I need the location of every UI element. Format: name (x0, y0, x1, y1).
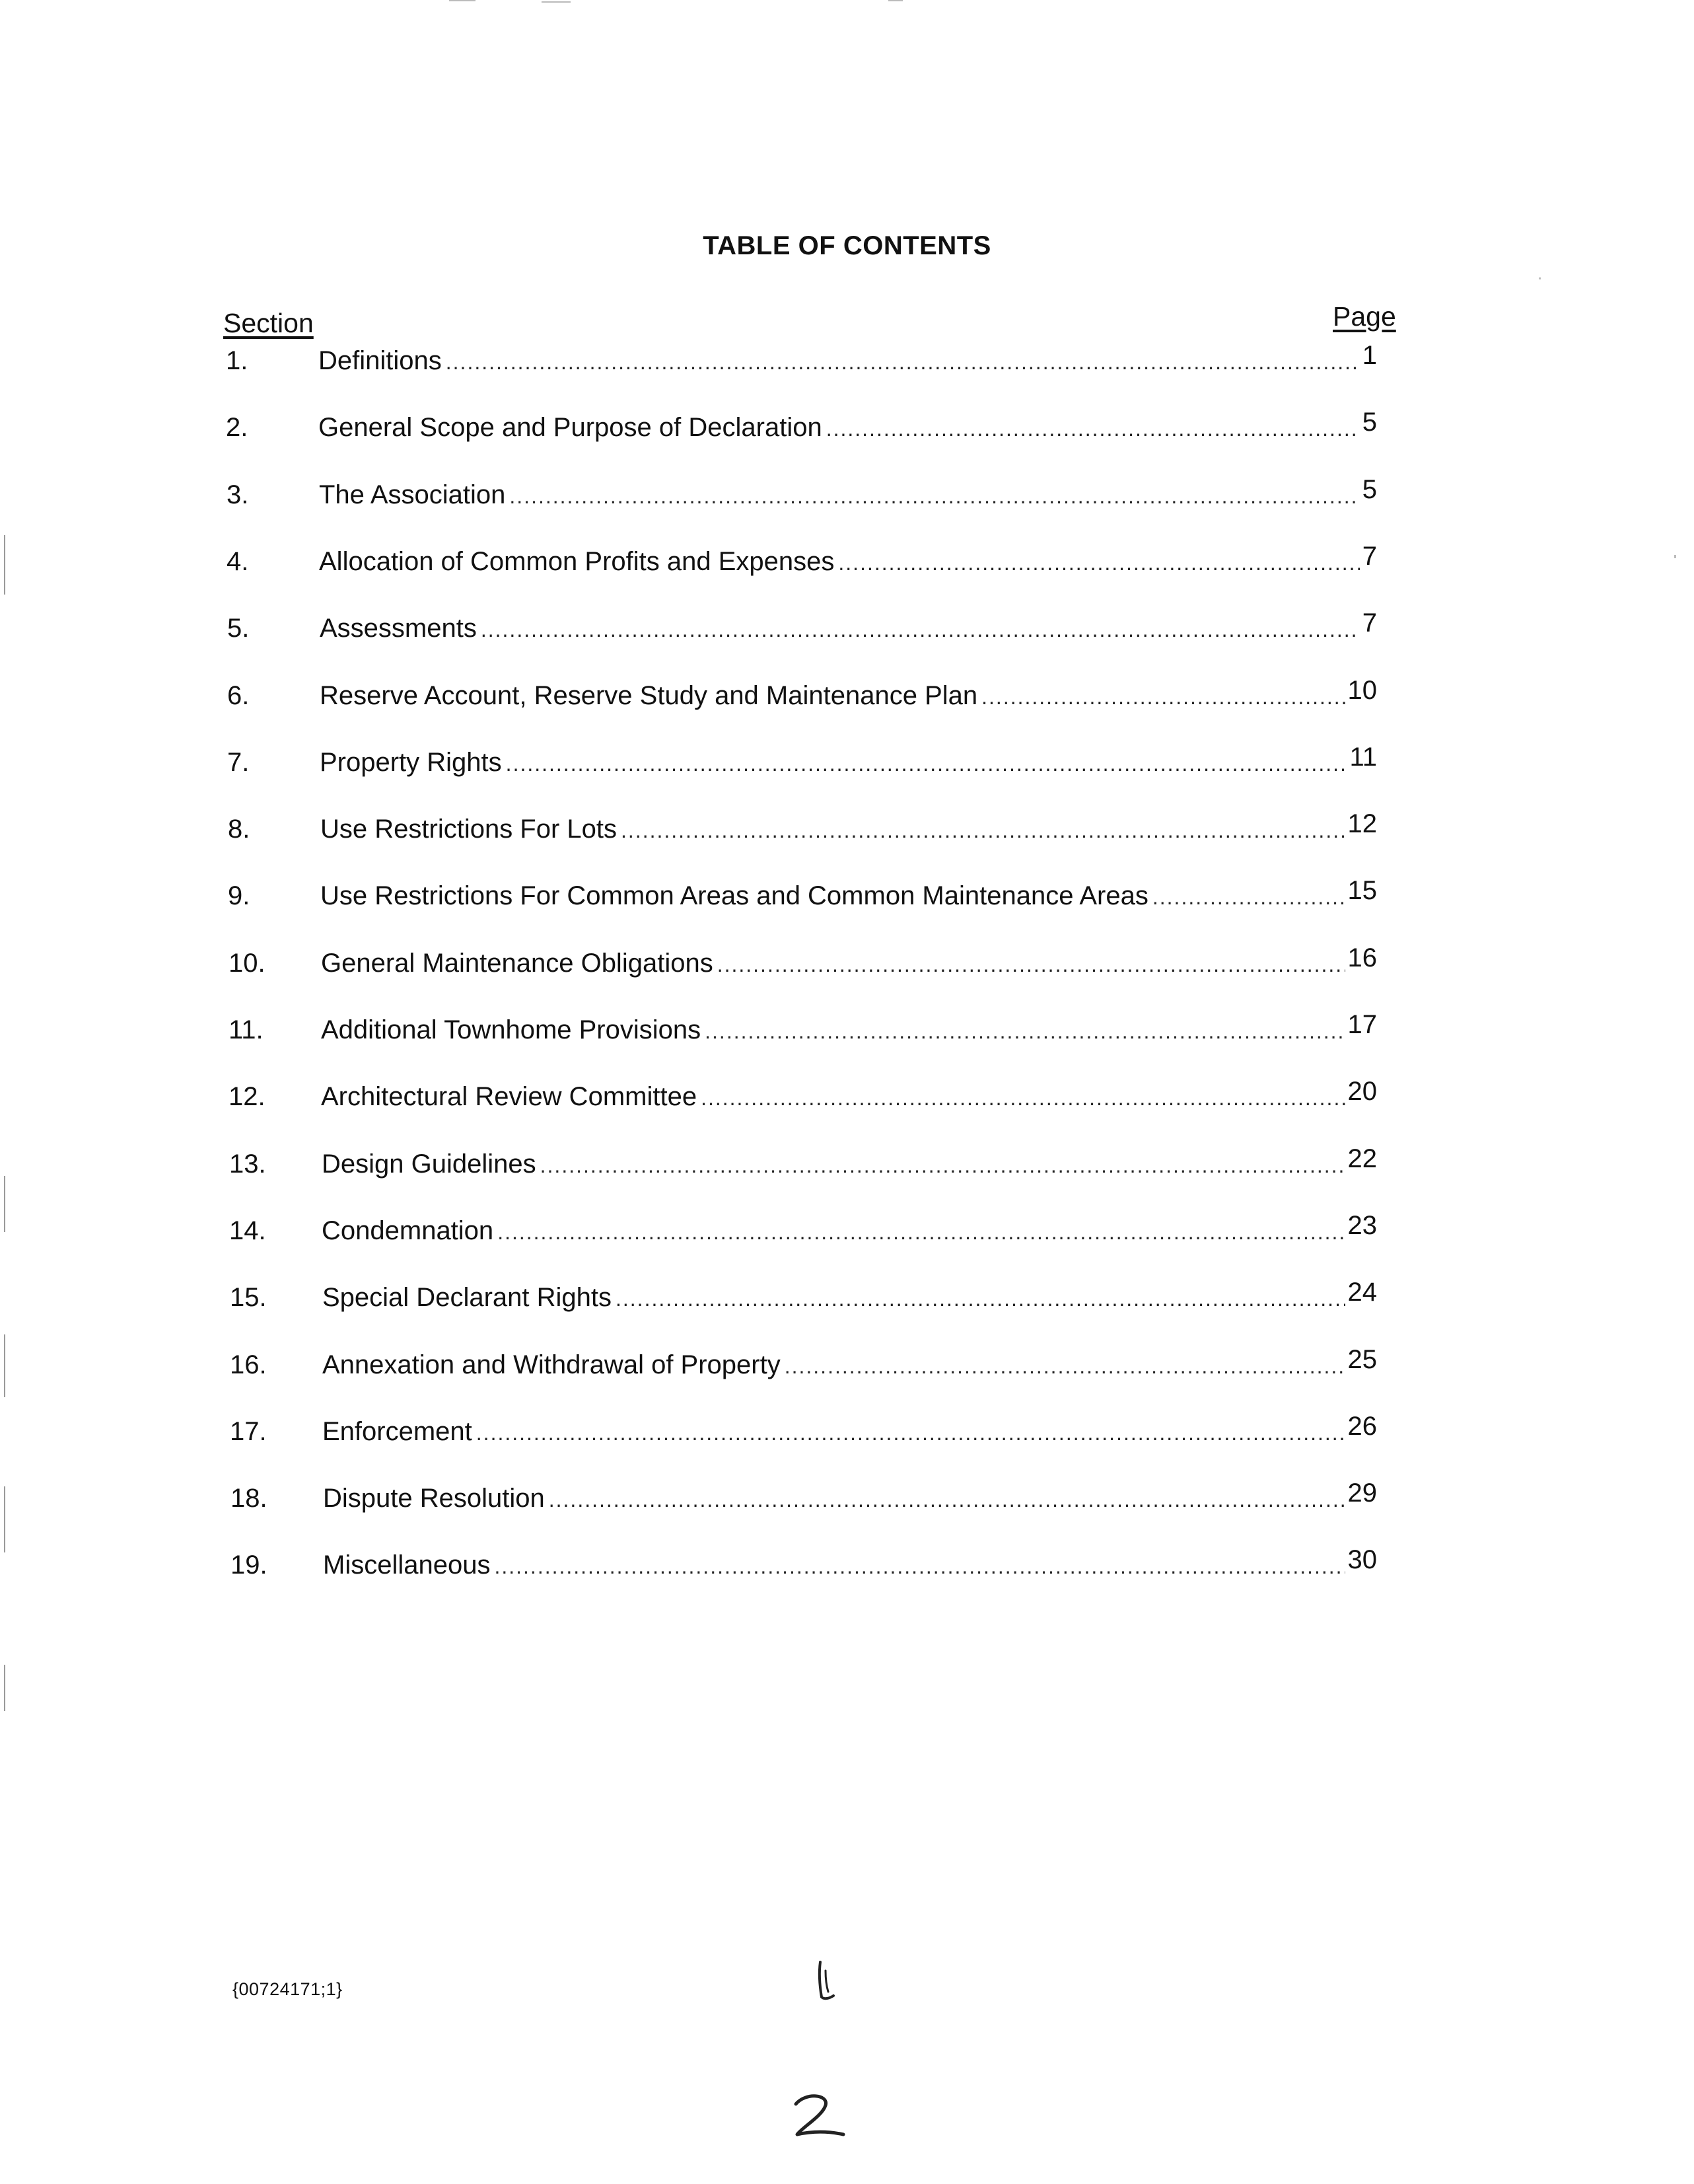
section-column-header: Section (223, 308, 314, 338)
toc-section-title: Annexation and Withdrawal of Property (322, 1350, 781, 1379)
toc-section-title: Reserve Account, Reserve Study and Maintenance Plan (320, 681, 978, 710)
toc-row (230, 1348, 1377, 1382)
toc-section-number: 13. (229, 1149, 266, 1179)
document-reference-code: {00724171;1} (232, 1979, 343, 1999)
scan-speck (542, 1, 571, 3)
toc-section-number: 6. (227, 681, 250, 710)
toc-page-number: 22 (1347, 1147, 1377, 1173)
toc-page-number: 26 (1347, 1414, 1377, 1441)
scan-edge-mark (4, 535, 5, 595)
toc-row (227, 678, 1377, 713)
handwritten-page-number-mark (789, 2091, 849, 2144)
toc-row (228, 879, 1377, 913)
toc-page-number: 30 (1347, 1548, 1377, 1574)
toc-row (226, 410, 1377, 445)
toc-page-number: 17 (1347, 1013, 1377, 1039)
scan-edge-mark (4, 1665, 5, 1711)
toc-section-number: 9. (228, 881, 250, 910)
toc-row (230, 1280, 1377, 1315)
toc-section-title: Use Restrictions For Common Areas and Common Maintenance Areas (320, 881, 1148, 910)
toc-section-title: Use Restrictions For Lots (320, 815, 618, 844)
toc-page-number: 16 (1347, 946, 1377, 972)
toc-dot-leader (506, 746, 1347, 781)
toc-entry (322, 1348, 1377, 1383)
toc-entry (322, 1414, 1377, 1450)
toc-section-title: Enforcement (322, 1417, 472, 1446)
toc-section-number: 4. (227, 547, 249, 576)
toc-dot-leader (497, 1215, 1345, 1249)
toc-section-number: 18. (230, 1484, 267, 1513)
toc-section-title: Condemnation (322, 1216, 494, 1245)
toc-page-number: 20 (1347, 1079, 1377, 1106)
toc-row (228, 812, 1377, 846)
toc-row (229, 946, 1377, 980)
toc-section-title: Special Declarant Rights (322, 1283, 612, 1312)
toc-dot-leader (785, 1349, 1345, 1383)
toc-dot-leader (826, 412, 1360, 446)
toc-section-number: 5. (227, 614, 250, 643)
toc-row (227, 544, 1377, 579)
toc-entry (320, 879, 1377, 914)
toc-section-title: Definitions (318, 346, 442, 375)
toc-entry (321, 1079, 1377, 1115)
toc-page-number: 5 (1362, 410, 1377, 437)
scan-edge-mark (4, 1334, 5, 1397)
toc-row (229, 1013, 1377, 1047)
toc-entry (318, 344, 1377, 379)
toc-dot-leader (540, 1148, 1345, 1183)
toc-entry (320, 678, 1377, 714)
toc-dot-leader (838, 546, 1359, 580)
toc-dot-leader (981, 680, 1345, 714)
toc-dot-leader (476, 1416, 1345, 1450)
scan-edge-mark (4, 1486, 5, 1552)
toc-section-number: 7. (227, 748, 250, 777)
toc-section-number: 8. (228, 815, 250, 844)
toc-page-number: 12 (1347, 812, 1377, 838)
toc-dot-leader (705, 1014, 1345, 1048)
toc-section-title: Assessments (320, 614, 477, 643)
toc-dot-leader (494, 1549, 1345, 1583)
toc-row (229, 1214, 1377, 1248)
toc-page-number: 7 (1362, 544, 1377, 571)
toc-section-number: 14. (229, 1216, 266, 1245)
toc-entry (320, 745, 1377, 781)
scan-speck (1539, 277, 1541, 279)
toc-row (226, 344, 1377, 378)
toc-dot-leader (1152, 880, 1345, 914)
toc-section-number: 16. (230, 1350, 267, 1379)
toc-page-number: 7 (1362, 611, 1377, 637)
toc-section-title: The Association (319, 480, 506, 509)
toc-entry (319, 544, 1377, 580)
toc-entry (323, 1548, 1377, 1583)
toc-entry (319, 478, 1377, 513)
toc-section-title: Design Guidelines (322, 1149, 536, 1179)
page-column-header: Page (1333, 301, 1396, 332)
toc-row (229, 1079, 1377, 1114)
toc-entry (321, 1013, 1377, 1048)
toc-section-title: Property Rights (320, 748, 502, 777)
toc-row (227, 478, 1377, 512)
toc-section-title: Dispute Resolution (323, 1484, 545, 1513)
toc-entry (321, 946, 1377, 982)
toc-section-number: 17. (230, 1417, 267, 1446)
toc-row (230, 1414, 1377, 1449)
toc-page-number: 10 (1347, 678, 1377, 705)
toc-row (227, 611, 1377, 645)
toc-page-number: 1 (1362, 344, 1377, 370)
toc-section-number: 15. (230, 1283, 267, 1312)
toc-section-number: 19. (230, 1550, 267, 1580)
toc-row (229, 1147, 1377, 1181)
toc-dot-leader (616, 1282, 1345, 1316)
toc-dot-leader (549, 1482, 1345, 1517)
toc-entry (322, 1280, 1377, 1316)
toc-entry (323, 1481, 1377, 1517)
scan-speck (1674, 555, 1676, 558)
handwritten-roman-numeral-mark (814, 1959, 840, 2005)
toc-dot-leader (701, 1081, 1345, 1115)
toc-section-title: General Maintenance Obligations (321, 949, 713, 978)
toc-section-title: Additional Townhome Provisions (321, 1015, 701, 1044)
toc-page-number: 5 (1362, 478, 1377, 504)
toc-section-title: Miscellaneous (323, 1550, 491, 1580)
toc-section-title: General Scope and Purpose of Declaration (318, 413, 822, 442)
toc-dot-leader (717, 947, 1345, 982)
toc-page-number: 11 (1349, 745, 1377, 772)
toc-page-number: 25 (1347, 1348, 1377, 1374)
scan-speck (449, 0, 476, 1)
toc-dot-leader (481, 612, 1360, 647)
toc-entry (322, 1214, 1377, 1249)
toc-row (227, 745, 1377, 780)
toc-page-number: 29 (1347, 1481, 1377, 1508)
toc-section-number: 10. (229, 949, 265, 978)
toc-section-number: 11. (229, 1015, 264, 1044)
toc-section-number: 2. (226, 413, 248, 442)
toc-section-title: Architectural Review Committee (321, 1082, 697, 1111)
scan-speck (888, 0, 903, 1)
toc-page-number: 15 (1347, 879, 1377, 905)
toc-entry (322, 1147, 1377, 1183)
toc-section-number: 1. (226, 346, 248, 375)
scan-edge-mark (4, 1176, 5, 1232)
toc-entry (320, 611, 1377, 647)
toc-row (230, 1481, 1377, 1515)
toc-page-number: 24 (1347, 1280, 1377, 1307)
toc-dot-leader (446, 345, 1360, 379)
toc-section-number: 3. (227, 480, 249, 509)
toc-entry (318, 410, 1377, 446)
page-title: TABLE OF CONTENTS (703, 231, 991, 260)
toc-row (230, 1548, 1377, 1582)
toc-entry (320, 812, 1377, 848)
toc-dot-leader (509, 479, 1359, 513)
toc-page-number: 23 (1347, 1214, 1377, 1240)
toc-section-title: Allocation of Common Profits and Expenses (319, 547, 835, 576)
toc-dot-leader (621, 813, 1345, 848)
toc-section-number: 12. (229, 1082, 265, 1111)
